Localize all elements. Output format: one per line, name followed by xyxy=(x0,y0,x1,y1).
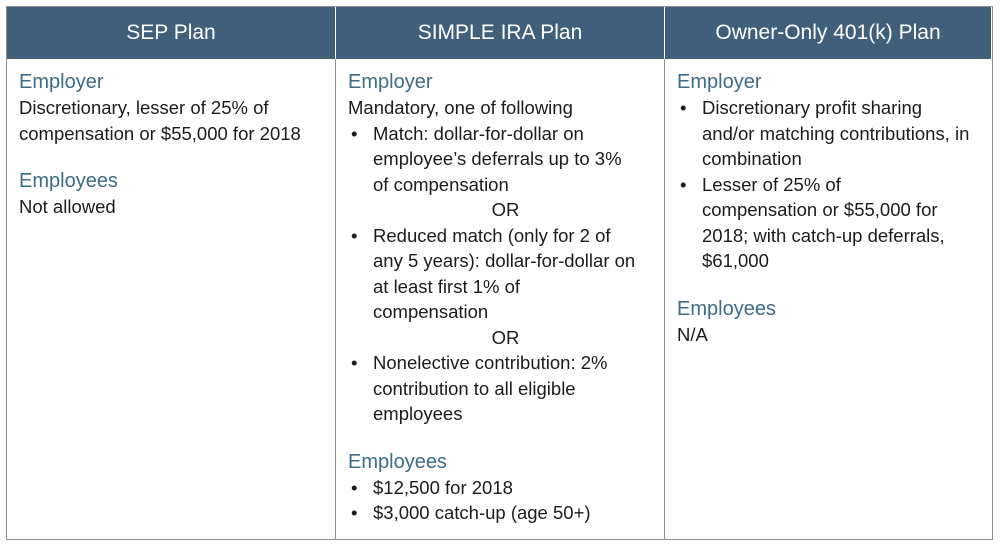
header-owner-only-401k-plan: Owner-Only 401(k) Plan xyxy=(665,7,992,59)
option-text: dollar-for-dollar on employee’s deferrals up to 3% of compensation xyxy=(373,122,622,195)
header-sep-plan: SEP Plan xyxy=(7,7,336,59)
simple-employees-list xyxy=(348,475,654,526)
owner-only-401k-cell xyxy=(665,59,992,539)
sep-employees-heading: Employees xyxy=(19,170,118,192)
or-separator: OR xyxy=(491,199,520,220)
simple-ira-plan-cell xyxy=(336,59,665,539)
list-item: • $12,500 for 2018 xyxy=(348,475,654,501)
owner-employees-heading: Employees xyxy=(677,297,776,320)
simple-employer-options xyxy=(348,121,638,427)
option-lead: Match: xyxy=(373,122,429,144)
list-item: • $3,000 catch-up (age 50+) xyxy=(348,500,654,526)
owner-employer-list xyxy=(677,95,977,274)
simple-employees-heading: Employees xyxy=(348,450,447,473)
sep-employees-text: Not allowed xyxy=(19,196,116,217)
sep-employer-heading: Employer xyxy=(19,71,104,93)
or-separator: OR xyxy=(491,326,520,348)
owner-employer-heading: Employer xyxy=(677,71,762,93)
list-item: • Lesser of 25% of compensation or $55,000 for 2018; with catch-up deferrals, $61,000 xyxy=(677,172,957,274)
list-item: • Discretionary profit sharing and/or matching contributions, in combination xyxy=(677,95,977,172)
list-item xyxy=(348,223,638,325)
owner-employees-text: N/A xyxy=(677,323,708,345)
sep-employer-text: Discretionary, lesser of 25% of compensation or $55,000 for 2018 xyxy=(19,97,301,144)
option-text: 2% contribution to all eligible employees xyxy=(373,352,608,424)
plan-comparison-table xyxy=(6,6,993,540)
option-lead: Reduced match xyxy=(373,224,503,246)
sep-plan-cell xyxy=(7,59,336,539)
option-text: (only for 2 of any 5 years): dollar-for-dollar on at least first 1% of compensation xyxy=(373,224,636,322)
simple-employer-intro: Mandatory, one of following xyxy=(348,97,573,118)
simple-employer-heading: Employer xyxy=(348,71,433,93)
option-lead: Nonelective contribution: xyxy=(373,352,576,373)
list-item xyxy=(348,121,638,198)
header-simple-ira-plan: SIMPLE IRA Plan xyxy=(336,7,665,59)
list-item xyxy=(348,350,638,427)
